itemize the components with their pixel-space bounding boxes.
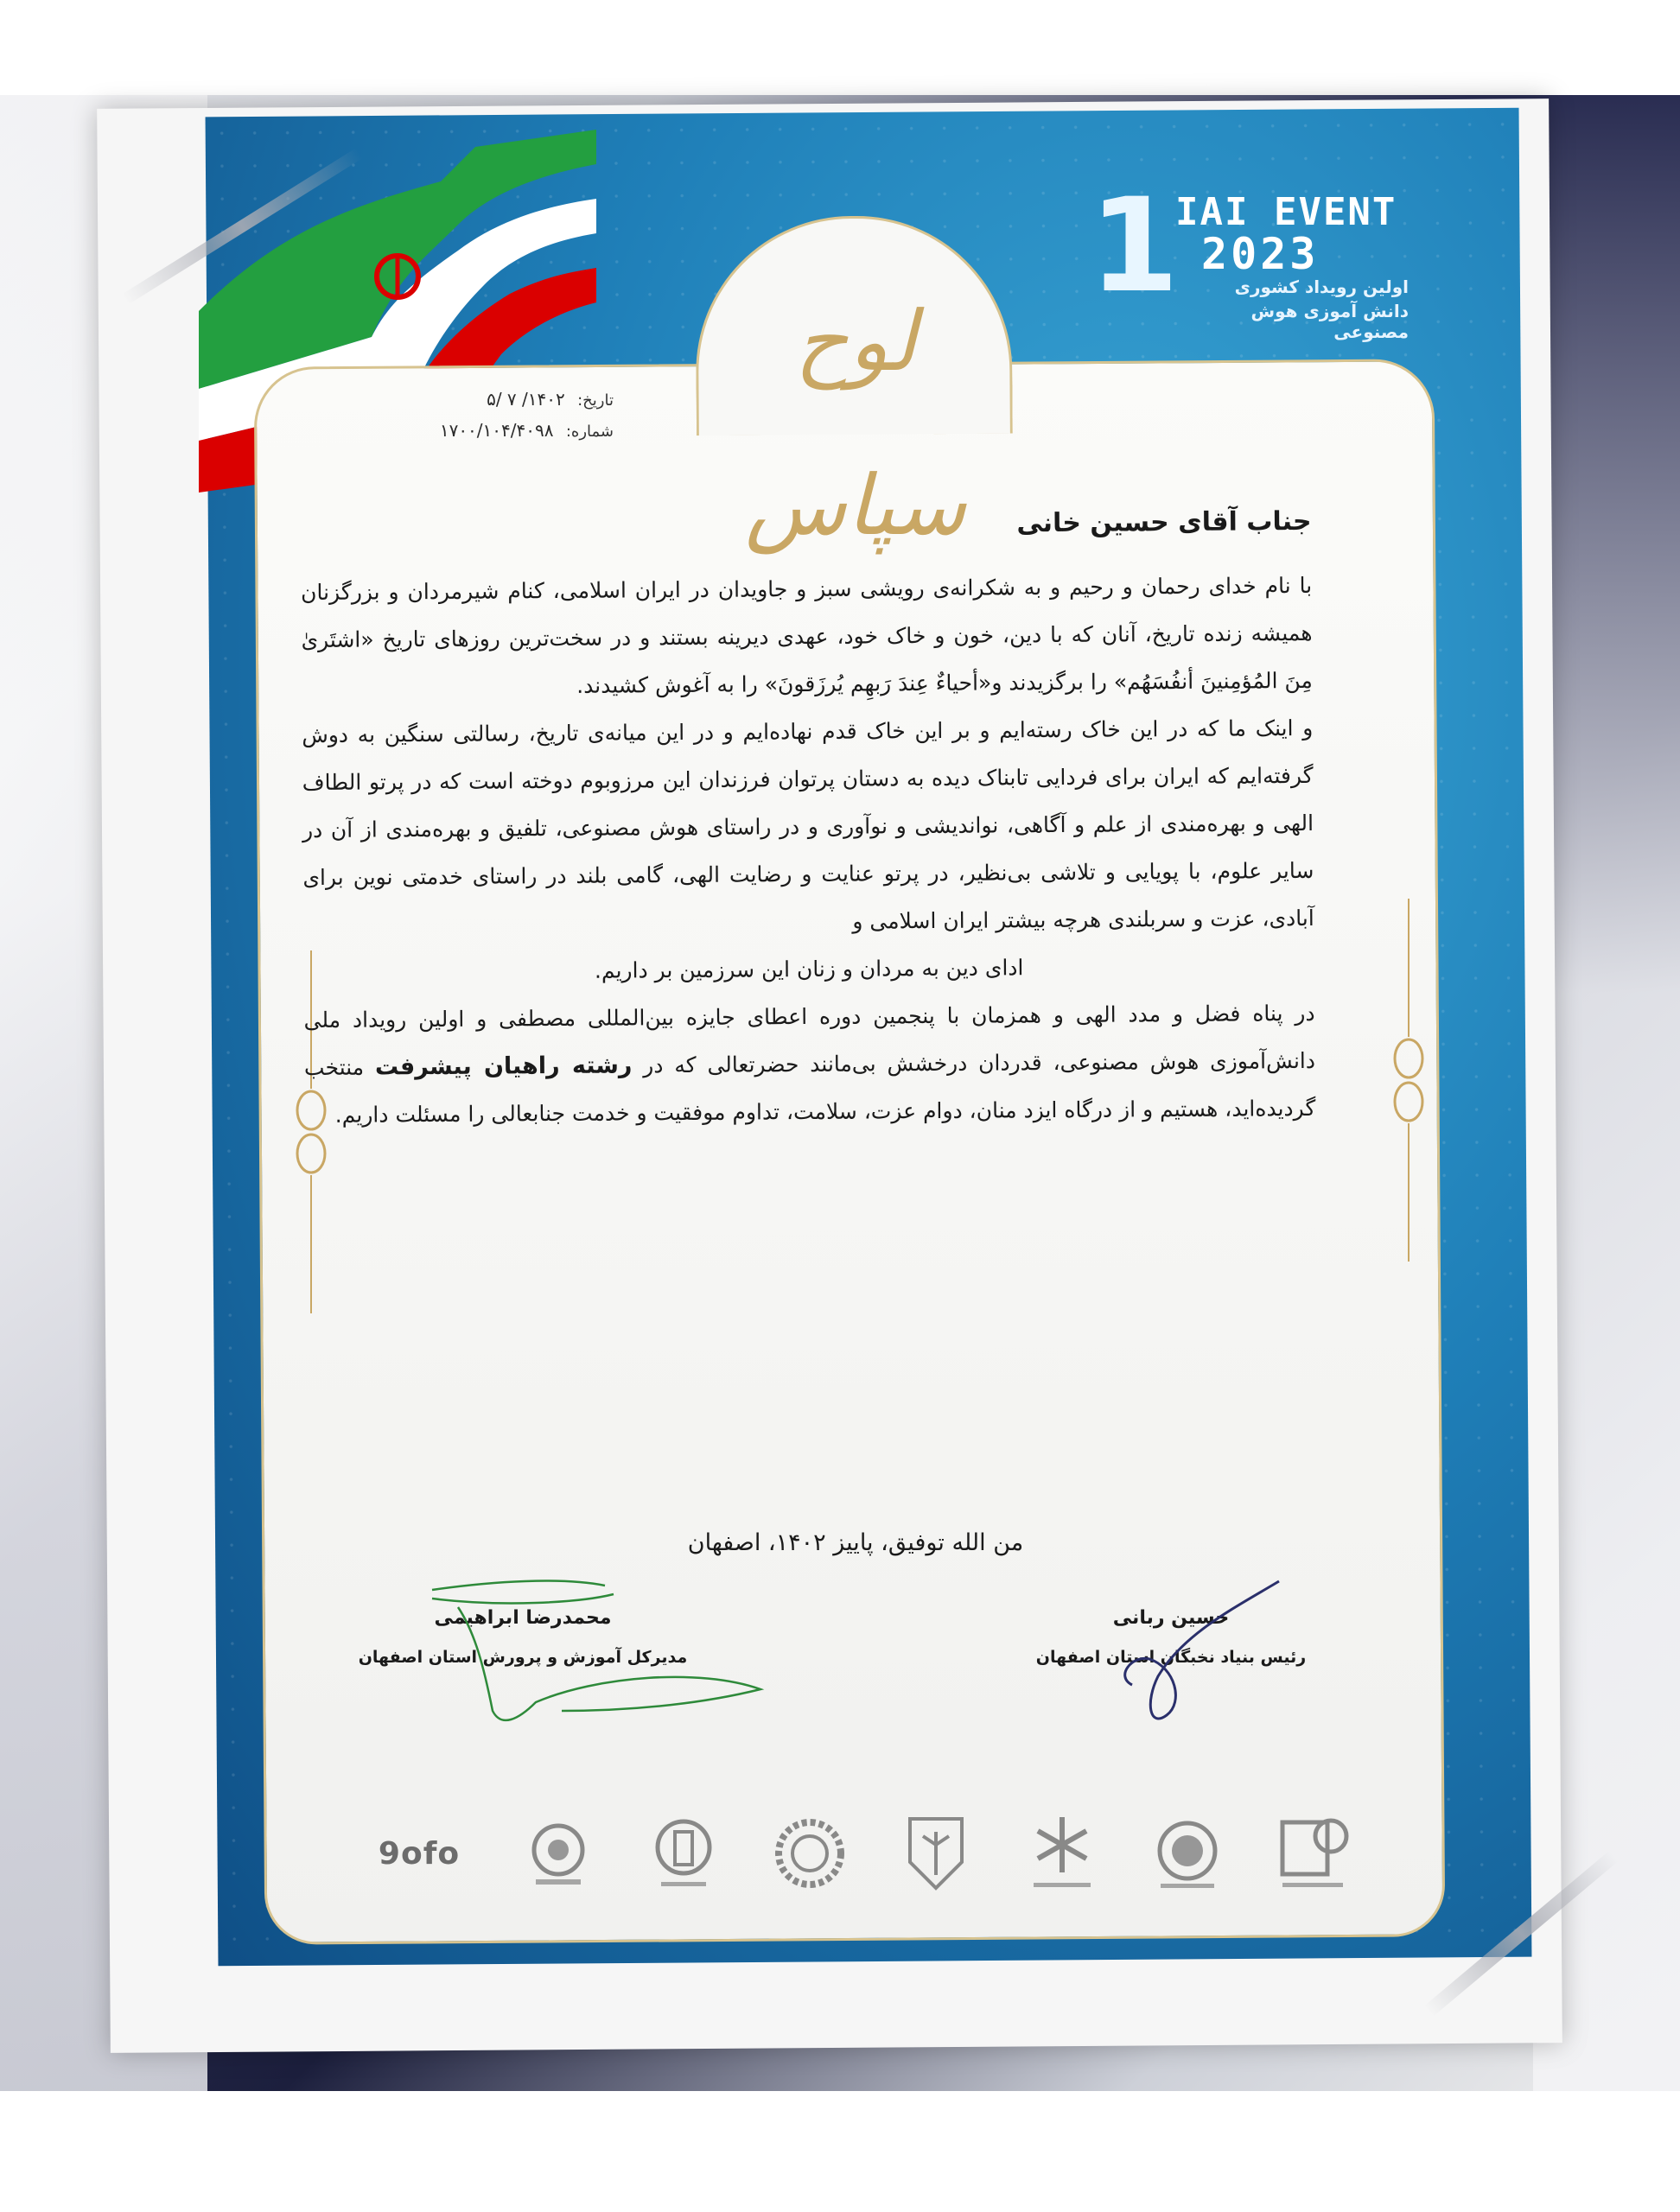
municipality-logo: [640, 1810, 727, 1897]
closing-line: من الله توفیق، پاییز ۱۴۰۲، اصفهان: [687, 1529, 1024, 1556]
university-tree-logo: [893, 1810, 979, 1897]
paragraph-4: [303, 989, 1315, 1139]
certificate-body: [300, 506, 1315, 1139]
paragraph-4-start: در پناه فضل و مدد الهی و همزمان با پنجمین دوره اعطای جایزه بین‌المللی مصطفی و اولین رویداد ملی دانش‌آموزی هوش مصنوعی، قدردان درخشش بی‌مانند حضرتعالی که در: [303, 1000, 1316, 1078]
signature-scribble-right-icon: [1063, 1573, 1296, 1745]
technology-gear-logo: [767, 1810, 853, 1897]
signer-title-left: مدیرکل آموزش و پرورش استان اصفهان: [358, 1648, 688, 1667]
company-wordmark-logo: [363, 1810, 475, 1897]
event-logo: [1089, 171, 1417, 342]
date-row: [363, 384, 614, 415]
paragraph-2: و اینک ما که در این خاک رسته‌ایم و بر این خاک قدم نهاده‌ایم و در این میانه‌ی تاریخ، رسالتی سنگین به دوش گرفته‌ایم که ایران برای فردایی تابناک دیده به دستان پرتوان فرزندان این مرزوبوم دوخته است که در پرتو الطاف الهی و بهره‌مندی از علم و آگاهی، نواندیشی و نوآوری و در راستای هوش مصنوعی، تلفیق و بهره‌مندی از آن در سایر علوم، با پویایی و تلاشی بی‌نظیر، در پرتو عنایت و رضایت الهی، گامی بلند در راستای خدمتی نوین برای آبادی، عزت و سربلندی هرچه بیشتر ایران اسلامی و: [302, 715, 1314, 934]
partner-logos: [363, 1797, 1357, 1910]
round-emblem-logo: [515, 1810, 601, 1897]
event-year: 2023: [1201, 229, 1320, 279]
paragraph-1: با نام خدای رحمان و رحیم و به شکرانه‌ی رویشی سبز و جاویدان در ایران اسلامی، کنام شیرمردان و بزرگزنان همیشه زنده تاریخ، آنان که با دین، خون و خاک خود، عهدی دیرینه بستند و در سخت‌ترین روزهای تاریخ «اشتَریٰ مِنَ المُؤمِنینَ أنفُسَهُم» را برگزیدند و«أحیاءٌ عِندَ رَبهِم یُرزَقونَ» را به آغوش کشیدند.: [301, 572, 1313, 698]
paragraph-4-end: منتخب گردیده‌اید، هستیم و از درگاه ایزد منان، دوام عزت، سلامت، تداوم موفقیت و خدمت جنابعالی را مسئلت داریم.: [303, 1054, 1316, 1128]
signature-scribble-left-icon: [423, 1573, 769, 1737]
number-value: ۱۷۰۰/۱۰۴/۴۰۹۸: [439, 420, 554, 441]
ministry-education-logo: [1270, 1810, 1357, 1897]
number-label: شماره:: [565, 423, 614, 441]
right-ornament-icon: [1383, 899, 1435, 1262]
signer-name-right: حسین ربانی: [1112, 1607, 1230, 1629]
certificate-title: لوح سپاس: [745, 293, 966, 554]
letter-meta: [363, 384, 614, 446]
signer-name-left: محمدرضا ابراهیمی: [434, 1607, 612, 1629]
snowflake-association-logo: [1019, 1810, 1105, 1897]
company-wordmark-text: 9ofo: [378, 1835, 461, 1872]
event-subtitle-2: دانش آموزی هوش مصنوعی: [1250, 301, 1409, 342]
date-value: ۱۴۰۲/ ۷ /۵: [487, 389, 565, 410]
event-subtitle-1: اولین رویداد کشوری: [1234, 276, 1409, 297]
field-name: رشته راهیان پیشرفت: [374, 1052, 633, 1081]
number-row: [363, 415, 614, 446]
paragraph-3: ادای دین به مردان و زنان این سرزمین بر داریم.: [594, 955, 1024, 983]
event-number: 1: [1089, 171, 1180, 321]
addressee: جناب آقای حسین خانی: [1016, 505, 1312, 539]
elite-foundation-logo: [1144, 1810, 1231, 1897]
date-label: تاریخ:: [577, 391, 614, 410]
event-name: IAI EVENT: [1175, 190, 1397, 234]
signer-title-right: رئیس بنیاد نخبگان استان اصفهان: [1035, 1648, 1307, 1667]
